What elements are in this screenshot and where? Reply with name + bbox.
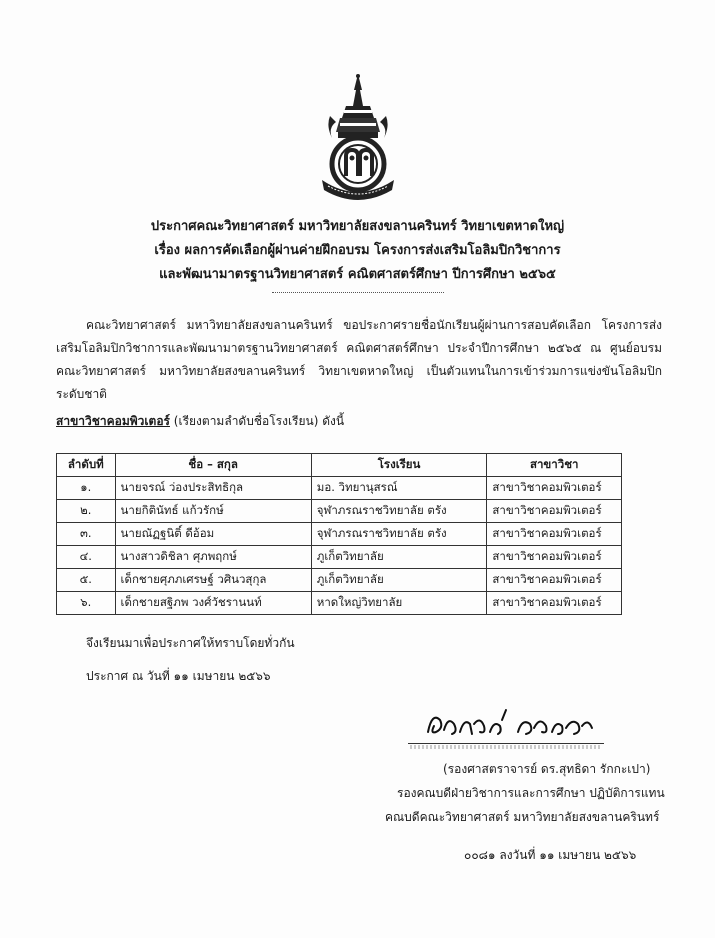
table-header-row xyxy=(57,454,622,477)
signer-position-2: คณบดีคณะวิทยาศาสตร์ มหาวิทยาลัยสงขลานครินทร์ xyxy=(385,810,660,824)
row-name: เด็กชายศุภภเศรษฐ์ วศินวสุกุล xyxy=(115,569,311,592)
university-emblem-icon xyxy=(316,72,400,200)
row-branch: สาขาวิชาคอมพิวเตอร์ xyxy=(487,592,622,615)
reference-number: ๐๐๘๑ ลงวันที่ ๑๑ เมษายน ๒๕๖๖ xyxy=(464,848,637,862)
row-school: จุฬาภรณราชวิทยาลัย ตรัง xyxy=(311,500,487,523)
row-school: หาดใหญ่วิทยาลัย xyxy=(311,592,487,615)
table-row xyxy=(57,546,622,569)
row-name: นายจรณ์ ว่องประสิทธิกุล xyxy=(115,477,311,500)
row-no: ๑. xyxy=(57,477,116,500)
signature-line xyxy=(408,743,604,744)
header-branch: สาขาวิชา xyxy=(487,454,622,477)
row-name: นายณัฏฐนิติ์ ดีอ้อม xyxy=(115,523,311,546)
body-paragraph: คณะวิทยาศาสตร์ มหาวิทยาลัยสงขลานครินทร์ ขอประกาศรายชื่อนักเรียนผู้ผ่านการสอบคัดเลือก โครงการส่งเสริมโอลิมปิกวิชาการและพัฒนามาตรฐานวิทยาศาสตร์ คณิตศาสตร์ศึกษา ประจำปีการศึกษา ๒๕๖๕ ณ ศูนย์อบรม คณะวิทยาศาสตร์ มหาวิทยาลัยสงขลานครินทร์ วิทยาเขตหาดใหญ่ เป็นตัวแทนในการเข้าร่วมการแข่งขันโอลิมปิกระดับชาติ xyxy=(56,318,662,401)
section-name: สาขาวิชาคอมพิวเตอร์ xyxy=(56,414,170,428)
row-name: เด็กชายสฐิภพ วงศ์วัชรานนท์ xyxy=(115,592,311,615)
signer-name: (รองศาสตราจารย์ ดร.สุทธิดา รักกะเปา) xyxy=(443,762,651,776)
row-no: ๕. xyxy=(57,569,116,592)
closing-text: จึงเรียนมาเพื่อประกาศให้ทราบโดยทั่วกัน xyxy=(86,636,295,650)
row-no: ๓. xyxy=(57,523,116,546)
row-branch: สาขาวิชาคอมพิวเตอร์ xyxy=(487,569,622,592)
announce-date: ประกาศ ณ วันที่ ๑๑ เมษายน ๒๕๖๖ xyxy=(86,669,271,683)
table-row xyxy=(57,569,622,592)
row-no: ๒. xyxy=(57,500,116,523)
table-row xyxy=(57,477,622,500)
table-row xyxy=(57,523,622,546)
handwritten-signature xyxy=(414,702,604,744)
row-branch: สาขาวิชาคอมพิวเตอร์ xyxy=(487,477,622,500)
header-school: โรงเรียน xyxy=(311,454,487,477)
digital-signature-stamp xyxy=(410,745,600,749)
row-school: มอ. วิทยานุสรณ์ xyxy=(311,477,487,500)
header-name: ชื่อ – สกุล xyxy=(115,454,311,477)
row-branch: สาขาวิชาคอมพิวเตอร์ xyxy=(487,523,622,546)
section-heading xyxy=(56,412,344,431)
row-school: จุฬาภรณราชวิทยาลัย ตรัง xyxy=(311,523,487,546)
header-divider xyxy=(272,292,444,293)
header-line-3: และพัฒนามาตรฐานวิทยาศาสตร์ คณิตศาสตร์ศึกษา ปีการศึกษา ๒๕๖๕ xyxy=(159,267,556,282)
header-line-1: ประกาศคณะวิทยาศาสตร์ มหาวิทยาลัยสงขลานครินทร์ วิทยาเขตหาดใหญ่ xyxy=(150,219,565,234)
row-branch: สาขาวิชาคอมพิวเตอร์ xyxy=(487,546,622,569)
signer-position-1: รองคณบดีฝ่ายวิชาการและการศึกษา ปฏิบัติการแทน xyxy=(397,786,665,800)
row-school: ภูเก็ตวิทยาลัย xyxy=(311,569,487,592)
row-name: นางสาวดิชิลา ศุภพฤกษ์ xyxy=(115,546,311,569)
table-row xyxy=(57,592,622,615)
results-table xyxy=(56,453,622,615)
row-branch: สาขาวิชาคอมพิวเตอร์ xyxy=(487,500,622,523)
row-no: ๔. xyxy=(57,546,116,569)
header-no: ลำดับที่ xyxy=(57,454,116,477)
row-no: ๖. xyxy=(57,592,116,615)
table-row xyxy=(57,500,622,523)
section-note: (เรียงตามลำดับชื่อโรงเรียน) ดังนี้ xyxy=(169,414,345,428)
header-line-2: เรื่อง ผลการคัดเลือกผู้ผ่านค่ายฝึกอบรม โครงการส่งเสริมโอลิมปิกวิชาการ xyxy=(154,243,561,258)
row-school: ภูเก็ตวิทยาลัย xyxy=(311,546,487,569)
row-name: นายกิตินัทธ์ แก้วรักษ์ xyxy=(115,500,311,523)
